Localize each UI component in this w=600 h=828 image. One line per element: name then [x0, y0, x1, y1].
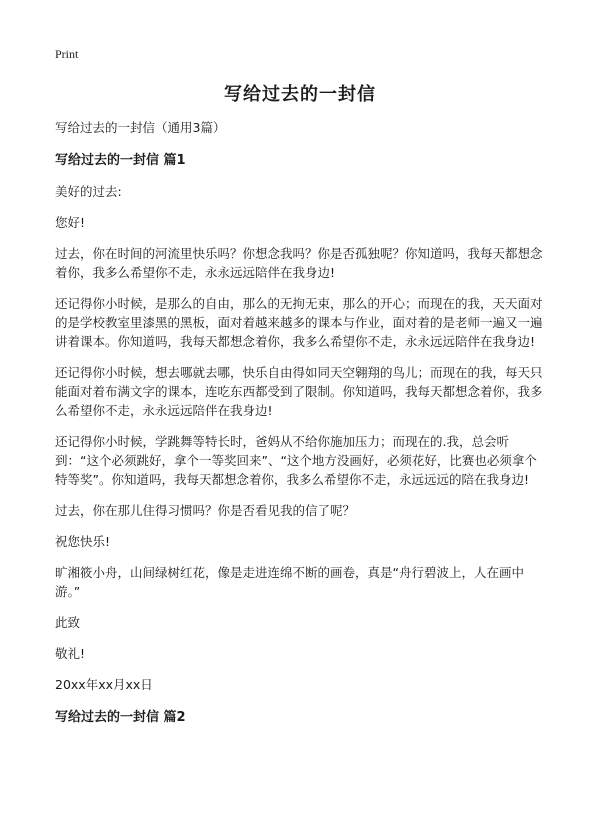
page-title: 写给过去的一封信 — [224, 84, 376, 105]
document-subtitle: 写给过去的一封信（通用3篇） — [55, 120, 226, 135]
letter-date: 20xx年xx月xx日 — [55, 677, 153, 692]
paragraph: 过去，你在那儿住得习惯吗？你是否看见我的信了呢？ — [55, 503, 356, 518]
section-heading-1: 写给过去的一封信 篇1 — [55, 153, 186, 168]
section-heading-2: 写给过去的一封信 篇2 — [55, 710, 186, 725]
closing-line: 此致 — [55, 615, 81, 630]
letter-body — [55, 118, 547, 739]
paragraph: 祝您快乐! — [55, 534, 111, 549]
paragraph: 还记得你小时候，是那么的自由，那么的无拘无束，那么的开心；而现在的我，天天面对的是学校教室里漆黑的黑板，面对着越来越多的课本与作业，面对着的是老师一遍又一遍讲着课本。你知道吗，我每天都想念着你，我多么希望你不走，永永远远陪伴在我身边! — [55, 296, 543, 349]
paragraph: 旷湘筱小舟，山间绿树红花，像是走进连绵不断的画卷，真是“舟行碧波上，人在画中游。” — [55, 565, 524, 599]
salutation: 美好的过去: — [55, 184, 122, 199]
greeting: 您好! — [55, 215, 86, 230]
closing-line: 敬礼! — [55, 646, 86, 661]
paragraph: 还记得你小时候，学跳舞等特长时，爸妈从不给你施加压力；而现在的.我，总会听到：“这个必须跳好，拿个一等奖回来”、“这个地方没画好，必须花好，比赛也必须拿个特等奖”。你知道吗，我每天都想念着你，我多么希望你不走，永远远远的陪在我身边! — [55, 434, 537, 487]
paragraph: 还记得你小时候，想去哪就去哪，快乐自由得如同天空翱翔的鸟儿；而现在的我，每天只能面对着布满文字的课本，连吃东西都受到了限制。你知道吗，我每天都想念着你，我多么希望你不走，永永远远陪伴在我身边! — [55, 365, 543, 418]
paragraph: 过去，你在时间的河流里快乐吗？你想念我吗？你是否孤独呢？你知道吗，我每天都想念着你，我多么希望你不走，永永远远陪伴在我身边! — [55, 246, 543, 280]
print-label: Print — [55, 47, 79, 61]
